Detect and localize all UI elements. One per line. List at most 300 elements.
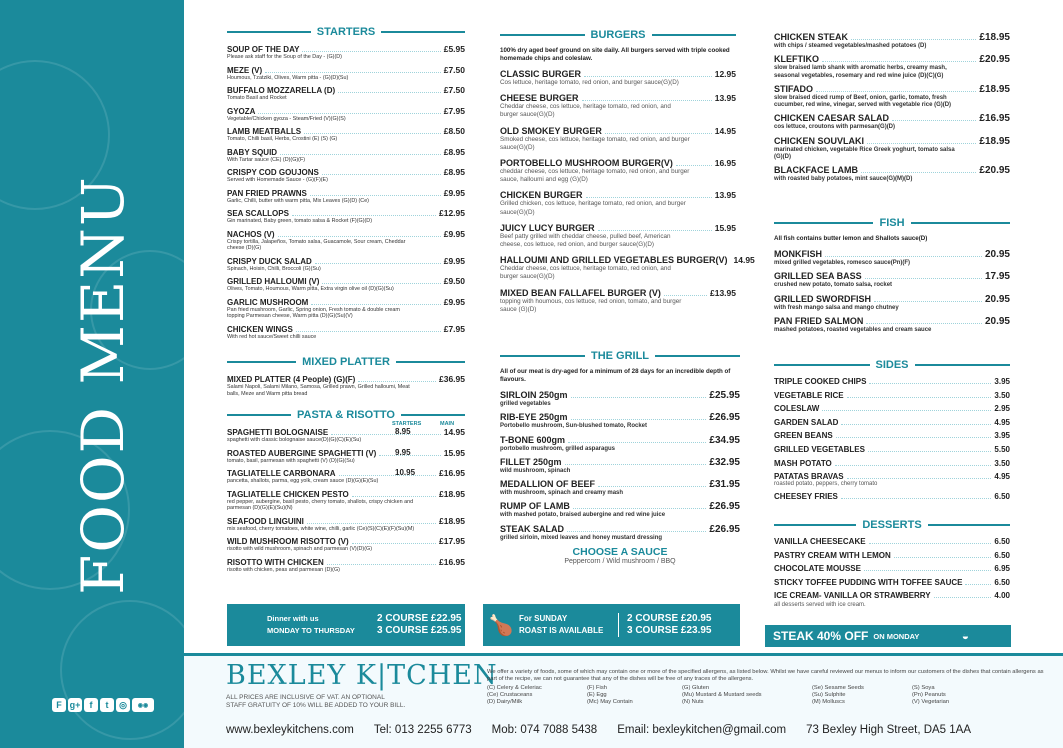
item-description: mix seafood, cherry tomatoes, white wine, chilli, garlic (Ce)(S)(C)(E)(F)(Su)(M)	[227, 525, 415, 532]
menu-item-row	[227, 147, 465, 157]
sauce-title: CHOOSE A SAUCE	[572, 546, 668, 559]
dotted-leader	[278, 236, 441, 237]
item-name: BUFFALO MOZZARELLA (D)	[227, 86, 336, 95]
menu-item-row	[774, 551, 1010, 560]
website-link[interactable]: www.bexleykitchens.com	[226, 724, 354, 736]
contact-row	[226, 724, 971, 736]
item-name: MASH POTATO	[774, 458, 832, 468]
menu-item	[500, 435, 740, 453]
menu-item-row	[774, 32, 1010, 43]
item-name: CHICKEN STEAK	[774, 32, 849, 42]
menu-item	[227, 448, 465, 465]
item-description: grilled vegetables	[500, 401, 551, 407]
menu-item	[500, 390, 740, 408]
item-description: Crispy tortilla, Jalapeños, Tomato salsa, Guacamole, Sour cream, Cheddar cheese (D)(G)	[227, 238, 406, 251]
sunday-line2: ROAST IS AVAILABLE	[519, 626, 604, 635]
item-name: SPAGHETTI BOLOGNAISE	[227, 428, 329, 437]
menu-item	[774, 84, 1010, 110]
menu-item-row	[227, 256, 465, 266]
menu-item	[227, 147, 465, 164]
item-name: SEA SCALLOPS	[227, 209, 289, 218]
menu-item	[500, 501, 740, 519]
sunday-3-course: 3 COURSE £23.95	[627, 625, 712, 636]
steak-offer-box	[765, 625, 1011, 647]
item-name: ICE CREAM- VANILLA OR STRAWBERRY	[774, 591, 931, 601]
dotted-leader	[258, 113, 440, 114]
menu-item	[774, 32, 1010, 50]
item-name: RUMP OF LAMB	[500, 501, 570, 512]
item-price: £18.95	[979, 32, 1010, 43]
dotted-leader	[358, 381, 436, 382]
allergen-item: (F) Fish	[587, 685, 607, 691]
menu-item-row	[774, 377, 1010, 386]
item-name: PASTRY CREAM WITH LEMON	[774, 550, 891, 560]
dinner-3-course: 3 COURSE £25.95	[377, 625, 462, 636]
allergen-item: (V) Vegetarian	[912, 699, 950, 705]
item-name: MIXED PLATTER (4 People) (G)(F)	[227, 375, 356, 384]
menu-item	[500, 524, 740, 542]
menu-item	[774, 537, 1010, 546]
item-description: Spinach, Hoisin, Chilli, Broccoli (G)(Su)	[227, 265, 321, 272]
google-plus-icon[interactable]: g+	[69, 700, 81, 710]
menu-item	[227, 229, 465, 252]
item-name: CHOCOLATE MOUSSE	[774, 564, 861, 574]
menu-item-row	[227, 229, 465, 239]
roast-chicken-icon: 🍗	[488, 614, 514, 637]
menu-item	[227, 489, 465, 512]
dotted-leader	[965, 584, 991, 585]
menu-item-row	[500, 190, 736, 200]
item-price: £7.95	[443, 323, 465, 334]
column-3	[774, 32, 1010, 188]
column-1	[227, 26, 465, 344]
item-name: MIXED BEAN FALLAFEL BURGER (V)	[500, 287, 661, 298]
pasta-section	[227, 409, 465, 573]
item-price: £16.95	[979, 113, 1010, 125]
item-price: £7.95	[443, 105, 465, 116]
allergen-info	[487, 669, 1047, 706]
section-heading: SIDES	[774, 359, 1010, 371]
item-description: roasted potato, peppers, cherry tomato	[774, 481, 878, 488]
menu-item	[227, 324, 465, 341]
item-name: VANILLA CHEESECAKE	[774, 537, 866, 546]
steak-offer-small: ON MONDAY	[873, 631, 920, 641]
menu-item	[774, 431, 1010, 440]
dotted-leader	[664, 295, 707, 296]
dotted-leader	[573, 508, 707, 509]
menu-item	[774, 165, 1010, 183]
item-name: GARDEN SALAD	[774, 417, 839, 427]
menu-item-row	[774, 564, 1010, 573]
menu-item	[774, 113, 1010, 131]
item-name: CHEESE BURGER	[500, 93, 579, 104]
item-name: GRILLED SEA BASS	[774, 271, 862, 282]
item-name: PAN FRIED PRAWNS	[227, 188, 307, 198]
item-name: MEZE (V)	[227, 65, 263, 75]
item-name: FILLET 250gm	[500, 456, 562, 467]
item-price: £7.50	[443, 64, 465, 75]
allergen-item: (Pn) Peanuts	[912, 692, 946, 698]
menu-item-row	[774, 591, 1010, 600]
menu-item	[500, 126, 736, 152]
allergen-item: (S) Soya	[912, 685, 935, 691]
dinner-line1: Dinner with us	[267, 614, 319, 623]
item-name: PAN FRIED SALMON	[774, 315, 864, 326]
telephone: Tel: 013 2255 6773	[373, 724, 472, 736]
menu-item-row	[500, 223, 736, 233]
item-description: marinated chicken, vegetable Rice Greek yoghurt, tomato salsa (G)(D)	[774, 146, 955, 161]
social-icons	[52, 698, 154, 712]
dotted-leader	[836, 437, 992, 438]
item-description: with roasted baby potatoes, mint sauce(G)(M)(D)	[774, 176, 913, 183]
section-heading: THE GRILL	[500, 350, 740, 362]
item-price: 12.95	[714, 69, 736, 79]
dotted-leader	[864, 570, 991, 571]
item-price: £18.95	[439, 515, 465, 526]
dotted-leader	[847, 478, 992, 479]
menu-item-row	[774, 445, 1010, 454]
allergen-item: (Mc) May Contain	[587, 699, 633, 705]
item-description: tomato, basil, parmesan with spaghetti (V) (D)(G)(Su)	[227, 457, 355, 464]
item-price: £17.95	[439, 536, 465, 546]
item-price: 15.95	[714, 222, 736, 233]
item-name: SIRLOIN 250gm	[500, 390, 568, 400]
menu-item	[227, 536, 465, 553]
dotted-leader	[296, 331, 441, 332]
allergen-item: (Su) Sulphite	[812, 692, 846, 698]
menu-item-row	[774, 492, 1010, 501]
sunday-2-course: 2 COURSE £20.95	[627, 613, 712, 624]
menu-item-row	[227, 276, 465, 286]
item-description: slow braised diced rump of Beef, onion, garlic, tomato, fresh cucumber, red wine, vinegar, served with vegetable rice (G)(D)	[774, 94, 952, 109]
item-name: CHICKEN CAESAR SALAD	[774, 113, 890, 124]
menu-item	[227, 427, 465, 444]
menu-item	[774, 459, 1010, 468]
item-description: portobello mushroom, grilled asparagus	[500, 445, 616, 452]
dotted-leader	[280, 154, 441, 155]
item-name: LAMB MEATBALLS	[227, 127, 302, 136]
instagram-icon[interactable]: ◎	[116, 698, 130, 712]
item-price: 16.95	[714, 158, 736, 169]
menu-item-row	[774, 165, 1010, 176]
desserts-section	[774, 519, 1010, 600]
platter-column	[227, 356, 465, 401]
dotted-leader	[822, 61, 976, 62]
dotted-leader	[894, 557, 992, 558]
menu-item	[774, 418, 1010, 427]
item-name: TRIPLE COOKED CHIPS	[774, 377, 867, 386]
menu-item	[774, 564, 1010, 573]
desserts-note: all desserts served with ice cream.	[774, 601, 866, 608]
item-description: wild mushroom, spinach	[500, 467, 571, 474]
item-name: RISOTTO WITH CHICKEN	[227, 557, 324, 567]
item-name: TAGLIATELLE CHICKEN PESTO	[227, 489, 349, 499]
item-description: with fresh mango salsa and mango chutney	[774, 304, 899, 311]
menu-item-row	[774, 472, 1010, 481]
address: 73 Bexley High Street, DA5 1AA	[806, 724, 972, 736]
pasta-column	[227, 409, 465, 577]
menu-item	[227, 65, 465, 82]
dotted-leader	[841, 424, 991, 425]
item-description: with mashed potato, braised aubergine and red wine juice	[500, 512, 666, 519]
item-description: pancetta, shallots, parma, egg yolk, cream sauce (D)(G)(E)(Su)	[227, 478, 379, 484]
dotted-leader	[825, 256, 982, 257]
dotted-leader	[584, 76, 712, 77]
item-name: PATATAS BRAVAS	[774, 472, 844, 482]
email[interactable]: Email: bexleykitchen@gmail.com	[617, 724, 787, 736]
menu-item-row	[774, 418, 1010, 427]
item-description: Gin marinated, Baby green, tomato salsa & Rocket (F)(G)(D)	[227, 218, 372, 224]
menu-item-row	[227, 516, 465, 526]
menu-item-row	[500, 93, 736, 103]
item-price: 15.95	[443, 447, 465, 458]
menu-item-row	[227, 167, 465, 177]
item-name: OLD SMOKEY BURGER	[500, 125, 602, 136]
fish-section	[774, 217, 1010, 334]
item-name: GYOZA	[227, 106, 256, 116]
logo: BEXLEY K|TCHEN	[226, 660, 498, 691]
item-description: Grilled chicken, cos lettuce, heritage tomato, red onion, and burger sauce(G)(D)	[500, 200, 686, 216]
dotted-leader	[567, 531, 706, 532]
menu-item	[500, 412, 740, 430]
sunday-line1: For SUNDAY	[519, 614, 568, 623]
item-price: 6.50	[994, 550, 1010, 560]
menu-item-row	[227, 324, 465, 334]
allergen-list	[487, 685, 1047, 706]
item-price: 13.95	[714, 93, 736, 104]
column-2	[500, 29, 755, 320]
sides-section	[774, 359, 1010, 501]
dotted-leader	[874, 301, 982, 302]
item-price: £9.95	[443, 255, 465, 266]
menu-item-row	[227, 297, 465, 307]
menu-item	[227, 374, 465, 397]
dotted-leader	[331, 434, 441, 435]
dotted-leader	[339, 475, 436, 476]
menu-item	[500, 93, 736, 119]
item-price: 2.95	[994, 404, 1010, 414]
item-price: £9.95	[443, 296, 465, 307]
dotted-leader	[851, 39, 976, 40]
section-heading: PASTA & RISOTTO	[227, 409, 465, 421]
dotted-leader	[322, 283, 440, 284]
dotted-leader	[265, 72, 441, 73]
starter-price: 8.95	[395, 427, 411, 436]
menu-item	[774, 391, 1010, 400]
menu-item-row	[227, 126, 465, 136]
menu-item-row	[500, 479, 740, 490]
allergen-item: (E) Egg	[587, 692, 607, 698]
dotted-leader	[582, 100, 712, 101]
item-description: grilled sirloin, mixed leaves and honey mustard dressing	[500, 534, 663, 541]
item-name: STEAK SALAD	[500, 523, 565, 534]
item-description: Cheddar cheese, cos lettuce, heritage tomato, red onion, and burger sauce(G)(D)	[500, 265, 671, 281]
dotted-leader	[315, 263, 441, 264]
item-description: Vegetable/Chicken gyoza - Steam/Fried (V)(G)(S)	[227, 115, 346, 122]
steak-offer-big: STEAK 40% OFF	[773, 629, 869, 643]
item-description: Cos lettuce, heritage tomato, red onion, and burger sauce(G)(D)	[500, 79, 679, 86]
item-description: Olives, Tomato, Houmous, Warm pitta, Extra virgin olive oil (D)(G)(Su)	[227, 286, 394, 292]
item-description: cos lettuce, croutons with parmesan(G)(D)	[774, 124, 896, 131]
menu-item	[227, 126, 465, 143]
item-price: 3.95	[994, 377, 1010, 386]
allergen-item: (D) Dairy/Milk	[487, 699, 523, 705]
dotted-leader	[847, 397, 992, 398]
menu-item-row	[500, 69, 736, 79]
menu-item	[774, 551, 1010, 560]
dotted-leader	[861, 172, 976, 173]
footer	[184, 653, 1063, 748]
menu-item	[227, 44, 465, 61]
menu-item-row	[227, 106, 465, 116]
dotted-leader	[352, 496, 436, 497]
menu-item-row	[774, 431, 1010, 440]
item-price: 3.50	[994, 458, 1010, 468]
item-name: MONKFISH	[774, 249, 822, 259]
item-price: £36.95	[439, 374, 465, 384]
menu-item-row	[774, 249, 1010, 260]
dotted-leader	[598, 230, 712, 231]
item-name: JUICY LUCY BURGER	[500, 222, 595, 233]
item-description: Garlic, Chilli, butter with warm pitta, Mix Leaves (G)(D) (Ce)	[227, 197, 369, 204]
menu-item	[500, 479, 740, 497]
item-name: KLEFTIKO	[774, 54, 819, 65]
menu-item-row	[227, 557, 465, 567]
item-price: 4.00	[994, 591, 1010, 601]
item-price: £8.95	[443, 146, 465, 157]
food-menu-title: FOOD MENU	[69, 175, 137, 595]
item-description: Portobello mushroom, Sun-blushed tomato, Rocket	[500, 423, 648, 430]
facebook-icon[interactable]: f	[84, 698, 98, 712]
menu-item	[500, 223, 736, 249]
main-column-header: MAIN	[440, 421, 455, 427]
menu-item	[500, 190, 736, 216]
menu-item	[774, 445, 1010, 454]
dotted-leader	[598, 486, 706, 487]
item-price: 3.50	[994, 390, 1010, 400]
item-name: CHICKEN BURGER	[500, 190, 583, 201]
item-price: £18.95	[979, 135, 1010, 147]
item-price: £25.95	[709, 390, 740, 401]
item-name: SEAFOOD LINGUINI	[227, 516, 304, 526]
menu-item-row	[500, 288, 736, 298]
item-description: risotto with wild mushroom, spinach and parmesan (V)(D)(G)	[227, 546, 372, 552]
menu-item-row	[227, 44, 465, 54]
item-price: £8.50	[443, 126, 465, 136]
item-description: with chips / steamed vegetables/mashed potatoes (D)	[774, 43, 927, 49]
sunday-roast-box	[483, 604, 740, 646]
dotted-leader	[869, 543, 992, 544]
item-description: Please ask staff for the Soup of the Day - (G)(D)	[227, 54, 342, 60]
menu-item-row	[227, 374, 465, 384]
starters-section	[227, 26, 465, 340]
allergen-item: (Mu) Mustard & Mustard seeds	[682, 692, 762, 698]
mobile: Mob: 074 7088 5438	[491, 724, 598, 736]
menu-item-row	[227, 489, 465, 499]
menu-item	[774, 54, 1010, 80]
item-name: GRILLED HALLOUMI (V)	[227, 277, 320, 286]
item-price: 14.95	[733, 255, 755, 266]
item-name: CLASSIC BURGER	[500, 69, 582, 79]
dotted-leader	[571, 419, 707, 420]
dotted-leader	[352, 543, 436, 544]
item-price: 4.95	[994, 417, 1010, 427]
menu-item-row	[774, 294, 1010, 305]
menu-item-row	[500, 524, 740, 535]
menu-item-row	[227, 208, 465, 218]
item-price: £9.50	[443, 276, 465, 286]
section-intro: All fish contains butter lemon and Shallots sauce(D)	[774, 235, 928, 242]
menu-item	[774, 316, 1010, 334]
menu-item-row	[227, 536, 465, 546]
item-description: Smoked cheese, cos lettuce, heritage tomato, red onion, and burger sauce(G)(D)	[500, 135, 690, 151]
twitter-icon[interactable]: t	[100, 698, 114, 712]
item-price: 6.95	[994, 564, 1010, 574]
item-price: £12.95	[439, 208, 465, 218]
item-description: With Tartar sauce (CE) (D)(G)(F)	[227, 156, 306, 163]
item-description: slow braised lamb shank with aromatic herbs, creamy mash, seasonal vegetables, rosemary and red wine juice (D)(C)(G)	[774, 65, 947, 79]
menu-item	[227, 297, 465, 320]
section-heading: MIXED PLATTER	[227, 356, 465, 368]
item-price: 17.95	[984, 271, 1010, 283]
menu-item-row	[500, 501, 740, 512]
menu-item-row	[500, 435, 740, 446]
dotted-leader	[586, 197, 712, 198]
menu-item-row	[227, 468, 465, 478]
item-description: Tomato Basil and Rocket	[227, 95, 287, 101]
item-price: £26.95	[709, 501, 740, 513]
menu-item	[774, 591, 1010, 600]
menu-item-row	[774, 271, 1010, 282]
dotted-leader	[565, 464, 707, 465]
item-description: risotto with chicken, peas and parmesan (D)(G)	[227, 566, 340, 573]
item-name: RIB-EYE 250gm	[500, 412, 568, 423]
item-price: £16.95	[439, 468, 465, 478]
dotted-leader	[304, 133, 441, 134]
item-price: £20.95	[979, 165, 1010, 177]
dotted-leader	[822, 410, 991, 411]
item-price: £7.50	[443, 85, 465, 95]
dotted-leader	[302, 51, 440, 52]
dotted-leader	[322, 174, 441, 175]
item-name: STIFADO	[774, 83, 814, 94]
allergen-item: (G) Gluten	[682, 685, 710, 691]
menu-item-row	[774, 316, 1010, 327]
section-heading: STARTERS	[227, 26, 465, 38]
item-description: spaghetti with classic bolognaise sauce(D)(G)(C)(E)(Su)	[227, 437, 362, 443]
item-price: 20.95	[984, 249, 1010, 260]
tripadvisor-icon[interactable]: ◉◉	[132, 698, 154, 712]
menu-item	[227, 167, 465, 184]
item-price: £13.95	[710, 287, 736, 298]
menu-item-row	[500, 412, 740, 423]
menu-item-row	[227, 65, 465, 75]
foursquare-icon[interactable]: F	[52, 698, 66, 712]
menu-item	[774, 472, 1010, 488]
item-description: topping with houmous, cos lettuce, red onion, tomato, and burger sauce (G)(D)	[500, 297, 682, 313]
item-price: 3.95	[994, 431, 1010, 441]
menu-item	[774, 377, 1010, 386]
vat-notice: ALL PRICES ARE INCLUSIVE OF VAT. AN OPTIONAL STAFF GRATUITY OF 10% WILL BE ADDED TO YOUR BILL.	[226, 694, 406, 709]
item-price: £26.95	[709, 412, 740, 424]
item-price: £8.95	[443, 167, 465, 177]
steak-icon: ◒	[961, 629, 969, 643]
item-price: £31.95	[709, 479, 740, 491]
fish-column	[774, 217, 1010, 338]
dotted-leader	[310, 195, 441, 196]
menu-item-row	[774, 84, 1010, 95]
dotted-leader	[934, 597, 992, 598]
